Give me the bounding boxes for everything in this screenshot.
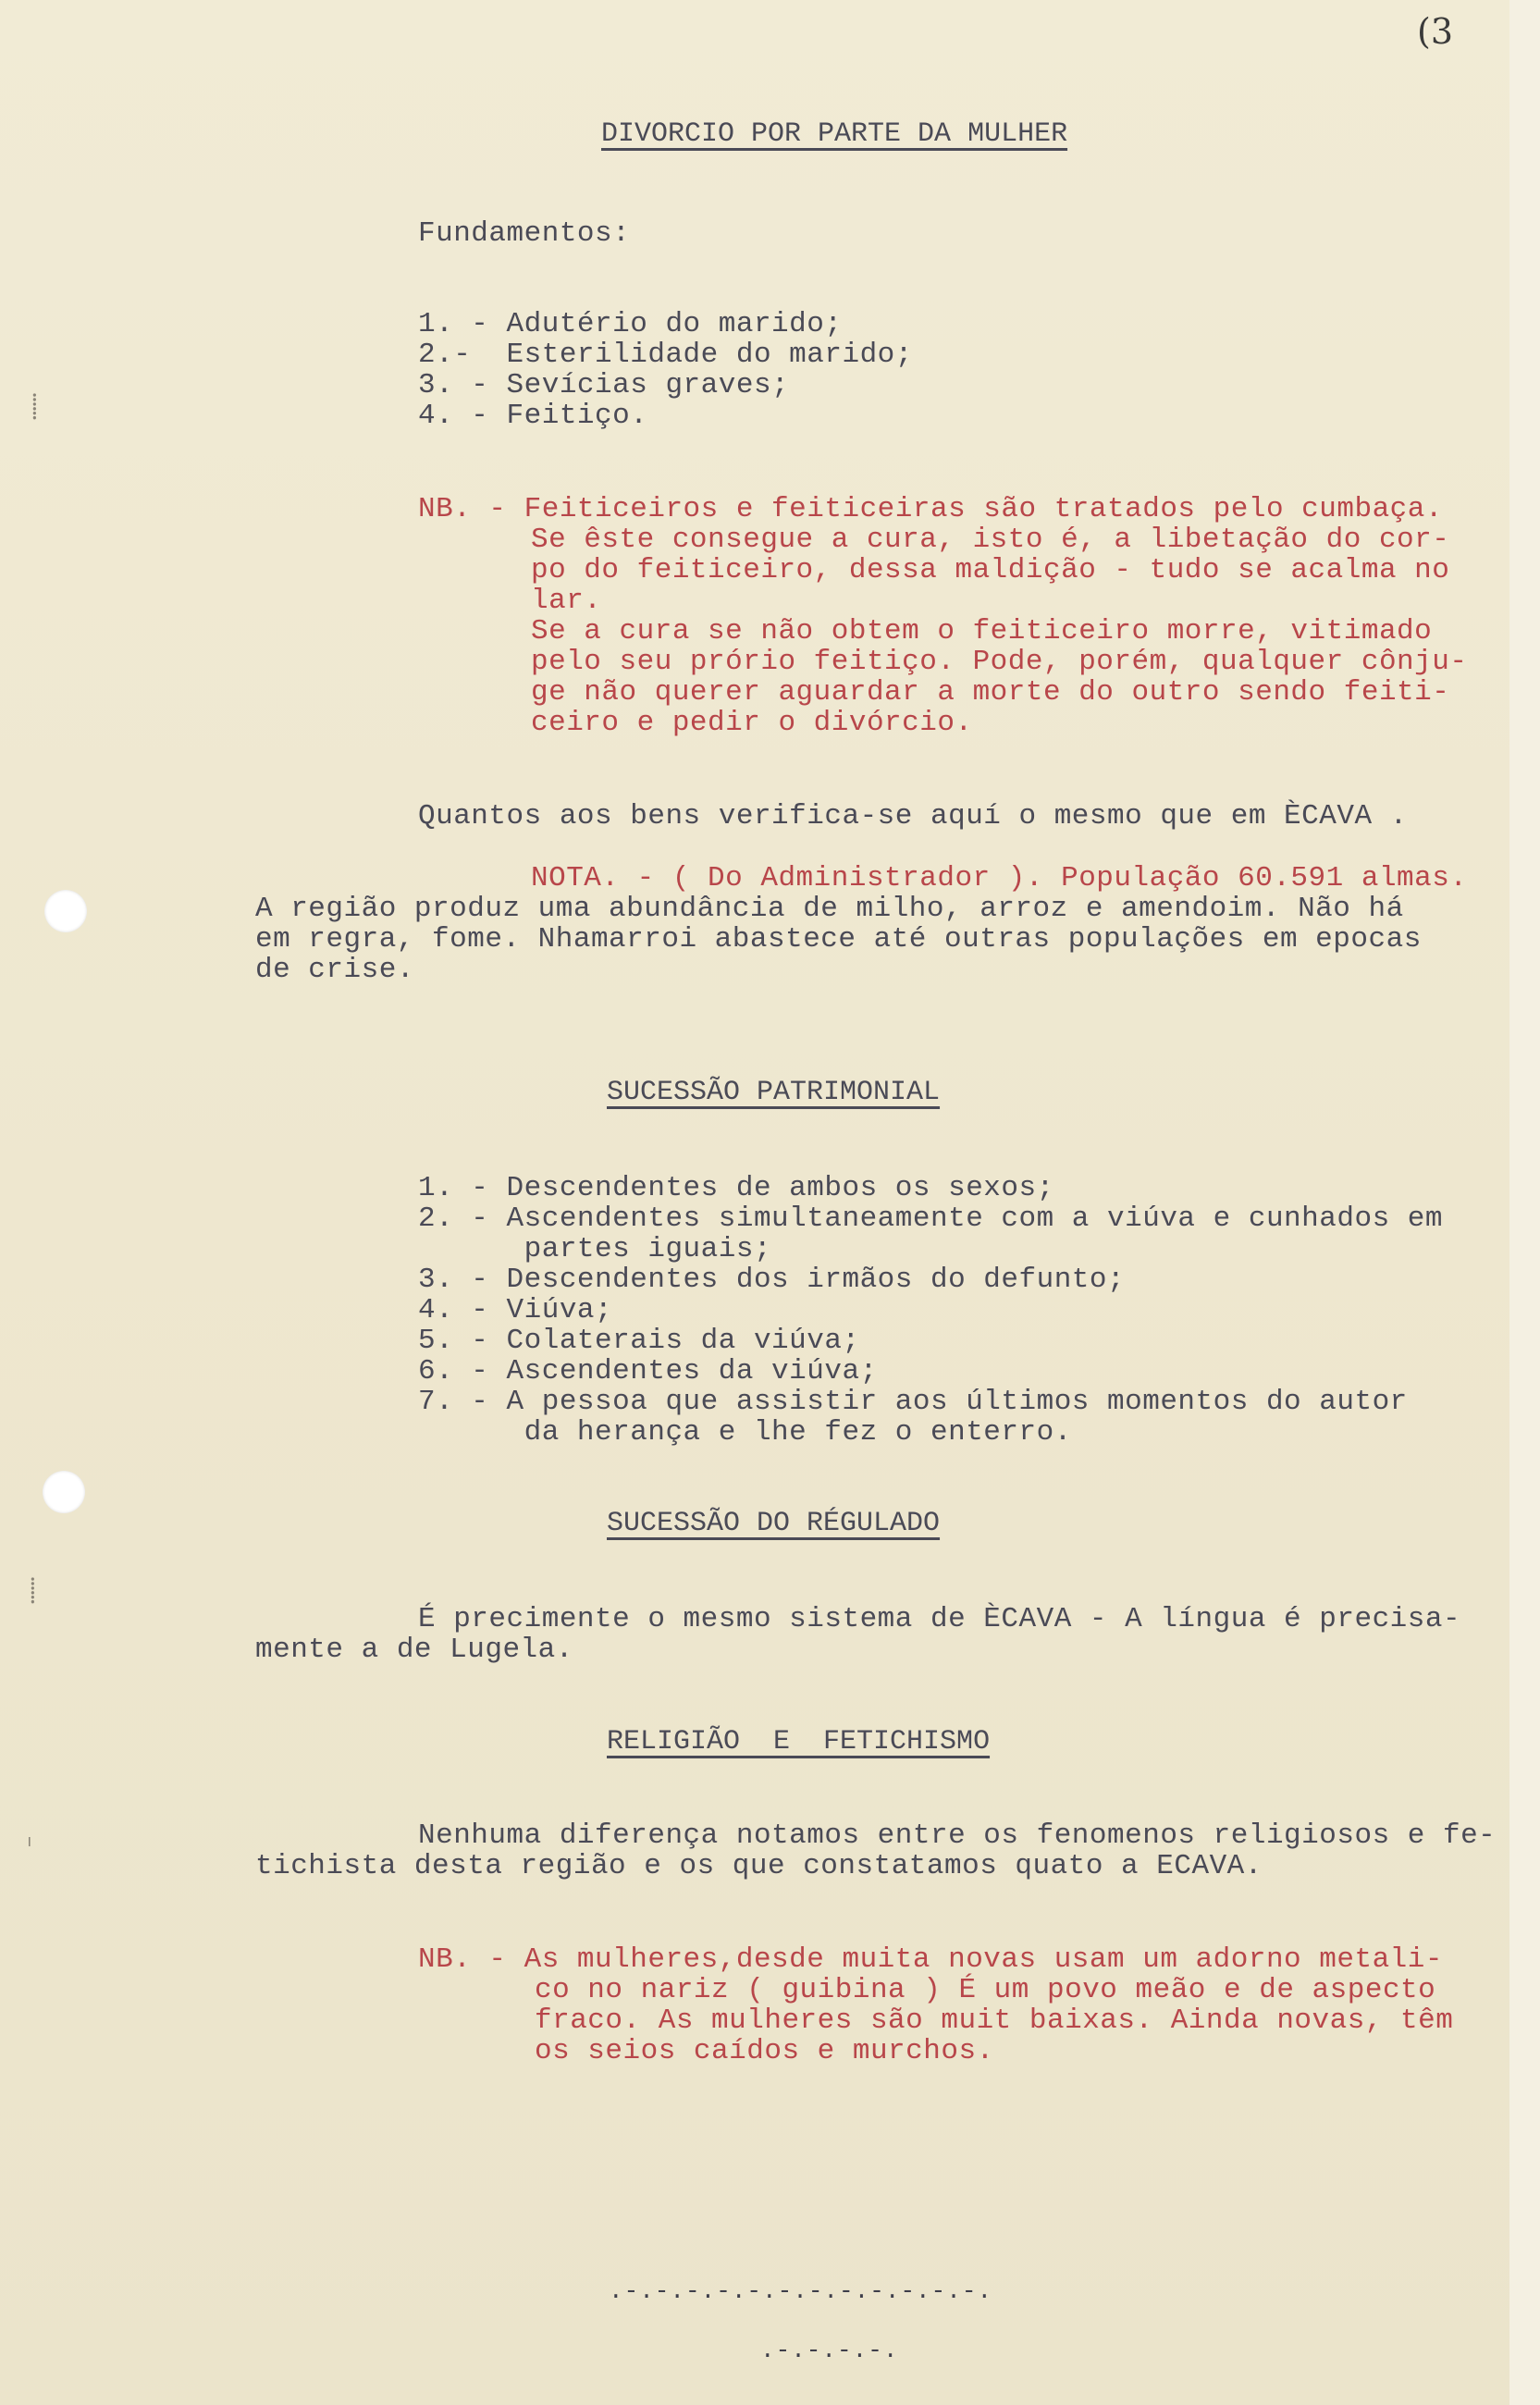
nb-line: Se a cura se não obtem o feiticeiro morre, vitimado xyxy=(531,615,1433,648)
list-item: 2.- Esterilidade do marido; xyxy=(418,339,913,371)
nb-line: Se êste consegue a cura, isto é, a libetação do cor- xyxy=(531,524,1450,556)
list-item: 4. - Viúva; xyxy=(418,1294,613,1326)
nota-line: A região produz uma abundância de milho, arroz e amendoim. Não há xyxy=(255,893,1404,925)
regulado-line: É precimente o mesmo sistema de ÈCAVA - A língua é precisa- xyxy=(418,1603,1461,1635)
list-item: partes iguais; xyxy=(418,1233,772,1265)
list-item: 4. - Feitiço. xyxy=(418,400,648,432)
section-title-religiao: RELIGIÃO E FETICHISMO xyxy=(607,1726,991,1758)
fundamentos-label: Fundamentos: xyxy=(418,217,631,250)
nota-line: de crise. xyxy=(255,954,414,986)
nb-line: os seios caídos e murchos. xyxy=(535,2035,994,2067)
nota-line: em regra, fome. Nhamarroi abastece até outras populações em epocas xyxy=(255,923,1422,956)
section-title-sucessao-patrimonial: SUCESSÃO PATRIMONIAL xyxy=(607,1077,941,1108)
paper-mark: ⸽ xyxy=(30,1578,36,1606)
religiao-line: tichista desta região e os que constatamos quato a ECAVA. xyxy=(255,1850,1263,1882)
paper-edge xyxy=(1509,0,1540,2405)
nb-line: po do feiticeiro, dessa maldição - tudo se acalma no xyxy=(531,554,1450,586)
punch-hole-top xyxy=(44,890,87,932)
nb-line: fraco. As mulheres são muit baixas. Ainda novas, têm xyxy=(535,2004,1454,2037)
footer-ornament: .-.-.-.-.-.-.-.-.-.-.-.-. xyxy=(609,2277,993,2305)
nb-line: ge não querer aguardar a morte do outro sendo feiti- xyxy=(531,676,1450,709)
list-item: 1. - Adutério do marido; xyxy=(418,308,843,340)
list-item: 2. - Ascendentes simultaneamente com a viúva e cunhados em xyxy=(418,1202,1443,1235)
list-item: 7. - A pessoa que assistir aos últimos momentos do autor xyxy=(418,1386,1408,1418)
nb-line: ceiro e pedir o divórcio. xyxy=(531,707,973,739)
page-number: (3 xyxy=(1417,11,1454,52)
list-item: 1. - Descendentes de ambos os sexos; xyxy=(418,1172,1054,1204)
nb-line: NB. - As mulheres,desde muita novas usam um adorno metali- xyxy=(418,1943,1443,1976)
religiao-line: Nenhuma diferença notamos entre os fenomenos religiosos e fe- xyxy=(418,1819,1497,1852)
footer-ornament: .-.-.-.-. xyxy=(760,2337,899,2364)
nb-line: pelo seu prório feitiço. Pode, porém, qualquer cônju- xyxy=(531,646,1468,678)
list-item: 5. - Colaterais da viúva; xyxy=(418,1325,860,1357)
list-item: 6. - Ascendentes da viúva; xyxy=(418,1355,878,1388)
paper-mark: ᶦ xyxy=(22,1832,37,1859)
bens-paragraph: Quantos aos bens verifica-se aquí o mesmo que em ÈCAVA . xyxy=(418,800,1408,832)
paper-mark: ⸽ xyxy=(31,394,38,422)
regulado-line: mente a de Lugela. xyxy=(255,1634,573,1666)
list-item: 3. - Descendentes dos irmãos do defunto; xyxy=(418,1264,1126,1296)
list-item: da herança e lhe fez o enterro. xyxy=(418,1416,1072,1449)
section-title-sucessao-regulado: SUCESSÃO DO RÉGULADO xyxy=(607,1508,941,1539)
nb-line: co no nariz ( guibina ) É um povo meão e de aspecto xyxy=(535,1974,1436,2006)
nb-line: lar. xyxy=(531,585,602,617)
nb-line: NB. - Feiticeiros e feiticeiras são tratados pelo cumbaça. xyxy=(418,493,1443,525)
list-item: 3. - Sevícias graves; xyxy=(418,369,790,401)
punch-hole-bottom xyxy=(43,1471,85,1513)
section-title-divorcio: DIVORCIO POR PARTE DA MULHER xyxy=(601,118,1068,150)
nota-line: NOTA. - ( Do Administrador ). População 60.591 almas. xyxy=(531,862,1468,894)
